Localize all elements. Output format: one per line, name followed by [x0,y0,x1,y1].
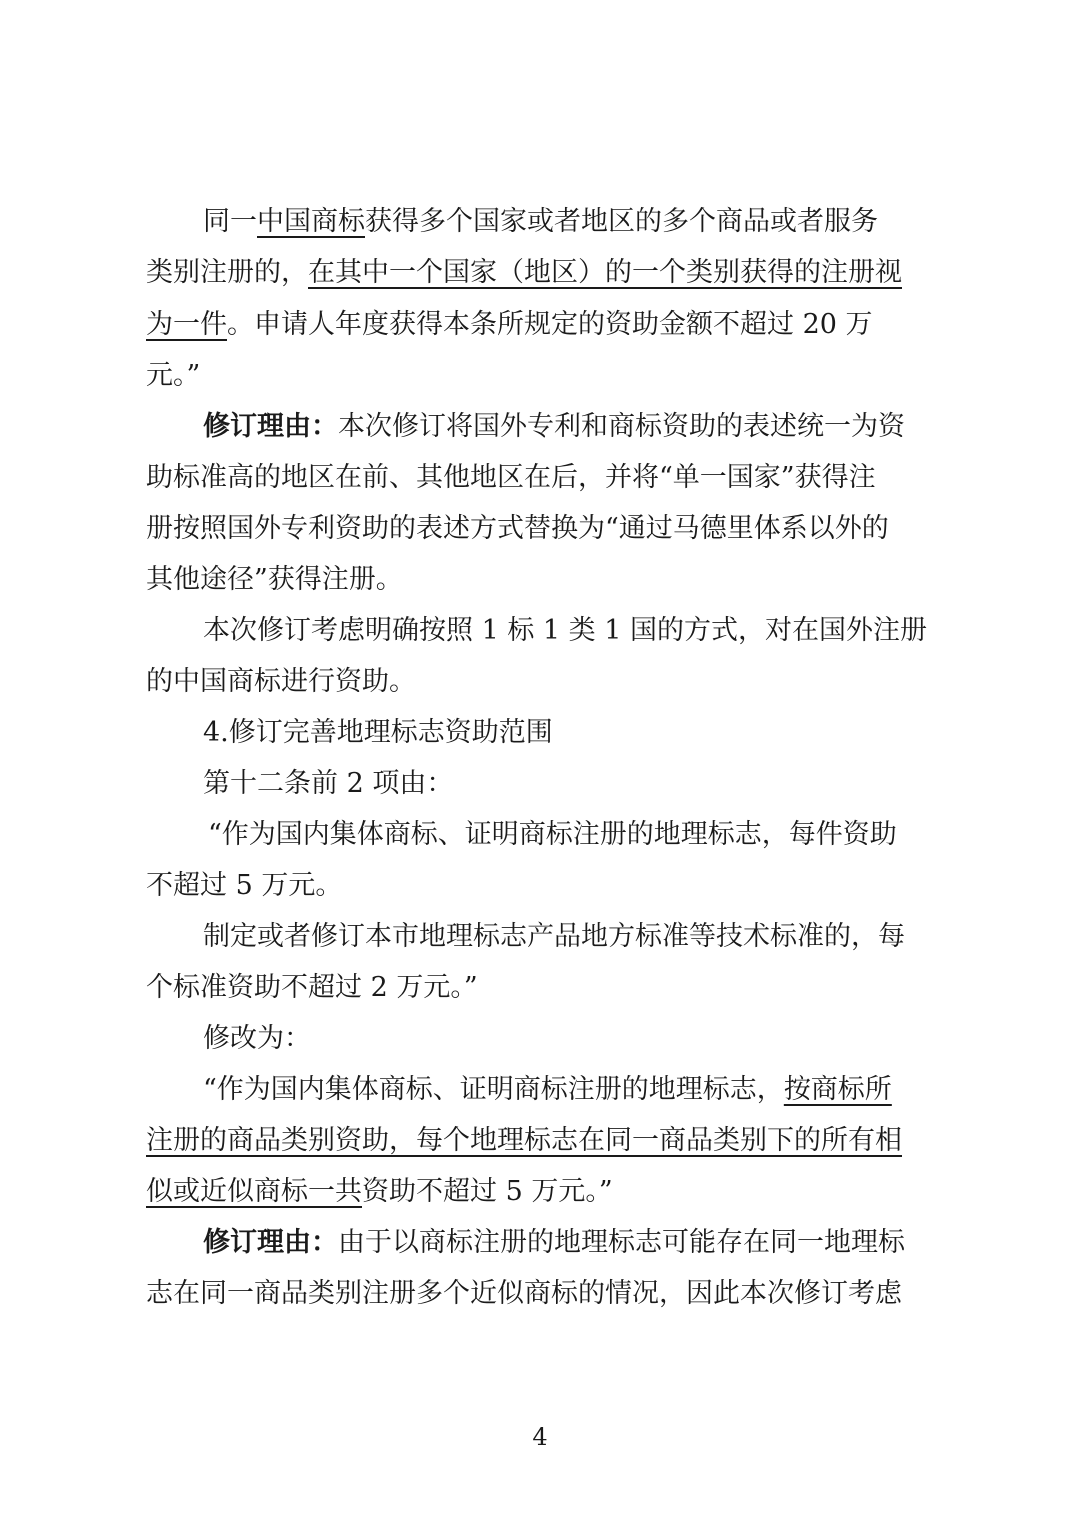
text-run [203,401,905,453]
text-line [0,1013,1080,1065]
text-segment: 志在同一商品类别注册多个近似商标的情况，因此本次修订考虑 [146,1278,902,1309]
text-line [0,299,1080,351]
text-run [203,196,878,248]
text-segment: 。申请人年度获得本条所规定的资助金额不超过 20 万 [227,309,873,340]
text-run [203,1064,892,1116]
text-segment: 的中国商标进行资助。 [146,666,416,697]
page-number: 4 [532,1423,548,1451]
text-run [146,247,902,299]
text-line [0,401,1080,453]
underlined-text: 似或近似商标一共 [146,1176,362,1207]
text-line [0,350,1080,402]
revision-reason-label: 修订理由： [203,411,338,442]
text-segment: 个标准资助不超过 2 万元。” [146,972,478,1003]
text-run [146,1166,613,1218]
text-segment: 获得多个国家或者地区的多个商品或者服务 [365,206,878,237]
text-segment: 资助不超过 5 万元。” [362,1176,613,1207]
text-line [0,758,1080,810]
text-segment: 第十二条前 2 项由： [203,768,454,799]
underlined-text: 中国商标 [257,206,365,237]
text-line [0,452,1080,504]
text-line [0,247,1080,299]
text-run [146,299,873,351]
text-segment: 不超过 5 万元。 [146,870,343,901]
text-segment: 册按照国外专利资助的表述方式替换为“通过马德里体系以外的 [146,513,889,544]
text-segment: 元。” [146,360,201,391]
text-line [0,962,1080,1014]
text-line [0,605,1080,657]
text-segment: “作为国内集体商标、证明商标注册的地理标志，每件资助 [208,819,897,850]
text-line [0,860,1080,912]
text-segment: 本次修订考虑明确按照 1 标 1 类 1 国的方式，对在国外注册 [203,615,928,646]
text-line [0,1064,1080,1116]
revision-reason-label: 修订理由： [203,1227,338,1258]
text-line [0,554,1080,606]
text-segment: 其他途径”获得注册。 [146,564,403,595]
underlined-text: 为一件 [146,309,227,340]
text-segment: “作为国内集体商标、证明商标注册的地理标志， [203,1074,784,1105]
text-segment: 同一 [203,206,257,237]
text-segment: 修改为： [203,1023,311,1054]
text-segment: 制定或者修订本市地理标志产品地方标准等技术标准的，每 [203,921,905,952]
text-line [0,503,1080,555]
text-segment: 本次修订将国外专利和商标资助的表述统一为资 [338,411,905,442]
text-segment: 由于以商标注册的地理标志可能存在同一地理标 [338,1227,905,1258]
underlined-text: 按商标所 [783,1074,892,1105]
text-segment: 类别注册的， [146,257,308,288]
text-line [0,656,1080,708]
heading-text: 4.修订完善地理标志资助范围 [203,717,553,748]
underlined-text: 在其中一个国家（地区）的一个类别获得的注册视 [308,257,902,288]
text-segment: 助标准高的地区在前、其他地区在后，并将“单一国家”获得注 [146,462,876,493]
text-run [203,1217,905,1269]
section-heading [0,707,1080,759]
text-line [0,911,1080,963]
text-line [0,1217,1080,1269]
text-line [0,809,1080,861]
text-line [0,1115,1080,1167]
underlined-text: 注册的商品类别资助，每个地理标志在同一商品类别下的所有相 [146,1125,902,1156]
text-line [0,1166,1080,1218]
text-line [0,1268,1080,1320]
text-line [0,196,1080,248]
